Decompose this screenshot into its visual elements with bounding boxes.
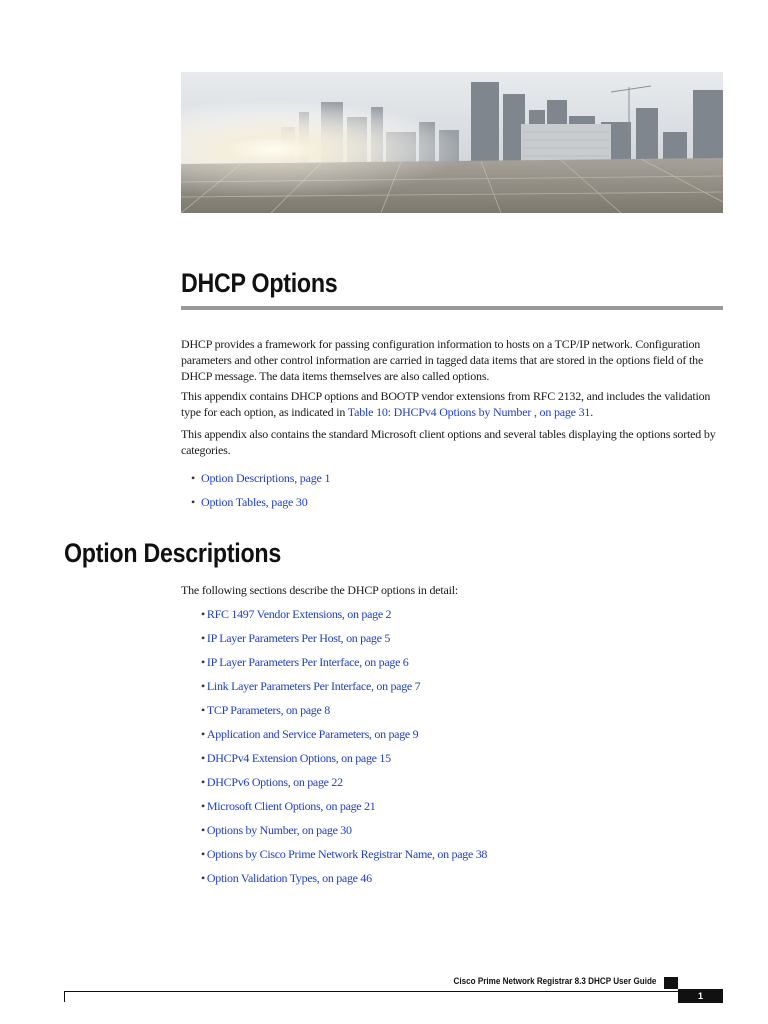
city-skyline-image <box>181 72 723 213</box>
chapter-title: DHCP Options <box>181 268 338 298</box>
list-item <box>201 870 487 894</box>
section-heading: Option Descriptions <box>64 538 282 568</box>
page-number: 1 <box>678 989 723 1003</box>
footer-marker <box>664 977 678 989</box>
bullet-icon: • <box>201 775 205 789</box>
intro-paragraph-1: DHCP provides a framework for passing configuration information to hosts on a TCP/IP network. Configuration parameters and other control information are carried in tagged data items that are stored in the options field of the DHCP message. The data items themselves are also called options. <box>181 337 704 383</box>
footer-divider <box>64 991 678 992</box>
list-item <box>201 678 487 702</box>
toc-link-option-descriptions[interactable]: Option Descriptions, page 1 <box>201 471 331 485</box>
footer-corner-tick <box>64 991 65 1002</box>
list-item <box>201 750 487 774</box>
list-item <box>201 798 487 822</box>
toc-link-option-tables[interactable]: Option Tables, page 30 <box>201 495 308 509</box>
bullet-icon: • <box>201 847 205 861</box>
list-item <box>201 654 487 678</box>
section-link[interactable]: IP Layer Parameters Per Interface, on page 6 <box>206 655 409 669</box>
bullet-icon: • <box>201 823 205 837</box>
section-link[interactable]: TCP Parameters, on page 8 <box>206 703 330 717</box>
bullet-icon: • <box>191 471 196 485</box>
section-link[interactable]: Options by Number, on page 30 <box>206 823 352 837</box>
bullet-icon: • <box>201 751 205 765</box>
list-item <box>201 630 487 654</box>
intro-paragraph-2-text: This appendix contains DHCP options and BOOTP vendor extensions from RFC 2132, and includes the validation type for each option, as indicated in <box>181 389 711 419</box>
title-divider <box>181 306 723 310</box>
bullet-icon: • <box>201 871 205 885</box>
section-intro: The following sections describe the DHCP options in detail: <box>181 583 459 597</box>
section-link[interactable]: IP Layer Parameters Per Host, on page 5 <box>206 631 391 645</box>
section-link[interactable]: Option Validation Types, on page 46 <box>206 871 372 885</box>
table-10-link[interactable]: Table 10: DHCPv4 Options by Number , on page 31 <box>347 405 591 419</box>
bullet-icon: • <box>201 727 205 741</box>
list-item <box>201 702 487 726</box>
list-item <box>201 846 487 870</box>
header-banner-image <box>181 72 723 213</box>
toc-item <box>191 470 330 494</box>
bullet-icon: • <box>201 703 205 717</box>
bullet-icon: • <box>201 655 205 669</box>
section-link[interactable]: DHCPv4 Extension Options, on page 15 <box>206 751 391 765</box>
section-link[interactable]: DHCPv6 Options, on page 22 <box>206 775 343 789</box>
bullet-icon: • <box>201 679 205 693</box>
list-item <box>201 606 487 630</box>
section-link[interactable]: Link Layer Parameters Per Interface, on page 7 <box>206 679 421 693</box>
list-item <box>201 774 487 798</box>
bullet-icon: • <box>201 631 205 645</box>
list-item <box>201 822 487 846</box>
bullet-icon: • <box>201 607 205 621</box>
chapter-toc <box>191 470 330 518</box>
list-item <box>201 726 487 750</box>
section-link[interactable]: Application and Service Parameters, on page 9 <box>206 727 419 741</box>
section-link[interactable]: Microsoft Client Options, on page 21 <box>206 799 376 813</box>
bullet-icon: • <box>201 799 205 813</box>
intro-paragraph-2 <box>181 388 726 420</box>
footer-guide-title: Cisco Prime Network Registrar 8.3 DHCP User Guide <box>453 976 656 986</box>
bullet-icon: • <box>191 495 196 509</box>
intro-paragraph-2-end: . <box>590 405 594 419</box>
intro-paragraph-3: This appendix also contains the standard Microsoft client options and several tables displaying the options sorted by categories. <box>181 427 716 457</box>
toc-item <box>191 494 330 518</box>
section-link-list <box>201 606 487 894</box>
section-link[interactable]: RFC 1497 Vendor Extensions, on page 2 <box>206 607 392 621</box>
section-link[interactable]: Options by Cisco Prime Network Registrar Name, on page 38 <box>206 847 488 861</box>
